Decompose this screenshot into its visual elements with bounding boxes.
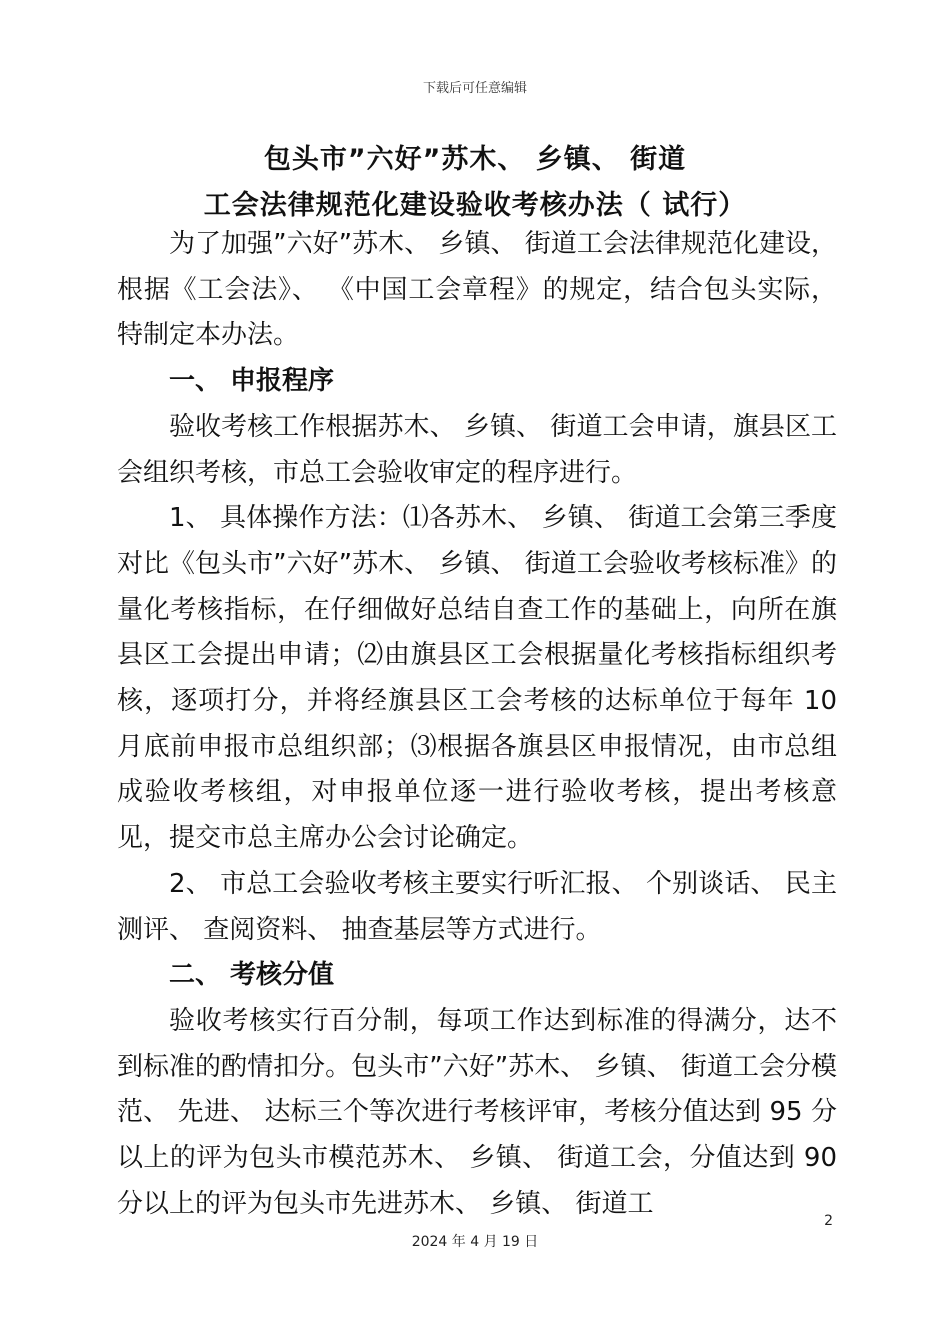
section-1-paragraph-2: 1、 具体操作方法：⑴各苏木、 乡镇、 街道工会第三季度对比《包头市”六好”苏木、 乡镇、 街道工会验收考核标准》的量化考核指标，在仔细做好总结自查工作的基础上，向所在旗县区工会提出申请；⑵由旗县区工会根据量化考核指标组织考核，逐项打分，并将经旗县区工会考核的达标单位于每年 10 月底前申报市总组织部；⑶根据各旗县区申报情况，由市总组成验收考核组，对申报单位逐一进行验收考核，提出考核意见，提交市总主席办公会讨论确定。: [117, 503, 837, 854]
section-1-paragraph-1: 验收考核工作根据苏木、 乡镇、 街道工会申请，旗县区工会组织考核，市总工会验收审定的程序进行。: [117, 411, 837, 488]
section-2-heading: 二、 考核分值: [169, 960, 335, 991]
document-title-line-1: 包头市”六好”苏木、 乡镇、 街道: [263, 144, 687, 175]
page-number: 2: [824, 1213, 833, 1229]
document-body: [117, 222, 837, 1227]
intro-paragraph: 为了加强”六好”苏木、 乡镇、 街道工会法律规范化建设，根据《工会法》、 《中国工会章程》的规定，结合包头实际，特制定本办法。: [117, 229, 837, 351]
section-1-paragraph-3: 2、 市总工会验收考核主要实行听汇报、 个别谈话、 民主测评、 查阅资料、 抽查基层等方式进行。: [117, 868, 837, 945]
footer-date: 2024 年 4 月 19 日: [411, 1234, 539, 1250]
section-1-heading: 一、 申报程序: [169, 366, 335, 397]
header-note: 下载后可任意编辑: [422, 81, 527, 96]
section-2-paragraph-1: 验收考核实行百分制，每项工作达到标准的得满分，达不到标准的酌情扣分。包头市”六好”苏木、 乡镇、 街道工会分模范、 先进、 达标三个等次进行考核评审，考核分值达到 95 分以上的评为包头市模范苏木、 乡镇、 街道工会，分值达到 90 分以上的评为包头市先进苏木、 乡镇、 街道工: [117, 1005, 837, 1219]
document-title-line-2: 工会法律规范化建设验收考核办法（ 试行）: [203, 190, 747, 221]
